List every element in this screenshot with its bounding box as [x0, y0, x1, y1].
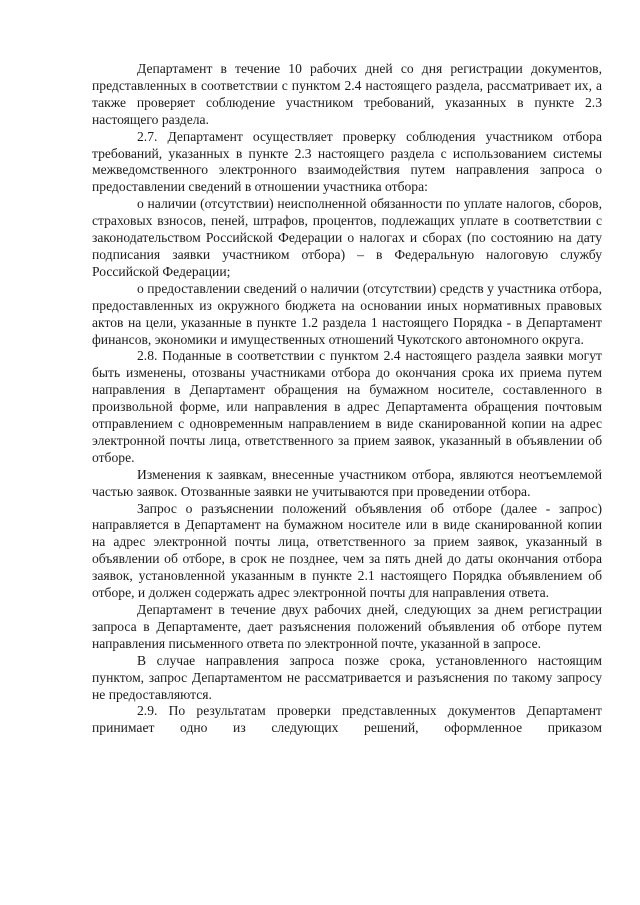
paragraph-2-8: 2.8. Поданные в соответствии с пунктом 2.4 настоящего раздела заявки могут быть изменены, отозваны участниками отбора до окончания срока их приема путем направления в Департамент обращения на бумажном носителе, составленного в произвольной форме, или направления в адрес Департамента обращения почтовым отправлением с одновременным направлением в виде сканированной копии на адрес электронной почты лица, ответственного за прием заявок, указанный в объявлении об отборе.: [92, 348, 602, 465]
paragraph-application-changes: Изменения к заявкам, внесенные участником отбора, являются неотъемлемой частью заявок. Отозванные заявки не учитываются при проведении отбора.: [92, 466, 602, 499]
paragraph-2-7: 2.7. Департамент осуществляет проверку соблюдения участником отбора требований, указанных в пункте 2.3 настоящего раздела с использованием системы межведомственного электронного взаимодействия путем направления запроса о предоставлении сведений в отношении участника отбора:: [92, 128, 602, 195]
document-page: [92, 61, 602, 737]
paragraph-budget-funds-check: о предоставлении сведений о наличии (отсутствии) средств у участника отбора, предоставленных из окружного бюджета на основании иных нормативных правовых актов на цели, указанные в пункте 1.2 раздела 1 настоящего Порядка - в Департамент финансов, экономики и имущественных отношений Чукотского автономного округа.: [92, 280, 602, 347]
paragraph-document-review: Департамент в течение 10 рабочих дней со дня регистрации документов, представленных в соответствии с пунктом 2.4 настоящего раздела, рассматривает их, а также проверяет соблюдение участником требований, указанных в пункте 2.3 настоящего раздела.: [92, 61, 602, 127]
paragraph-late-request: В случае направления запроса позже срока, установленного настоящим пунктом, запрос Департаментом не рассматривается и разъяснения по такому запросу не предоставляются.: [92, 652, 602, 702]
paragraph-tax-debt-check: о наличии (отсутствии) неисполненной обязанности по уплате налогов, сборов, страховых взносов, пеней, штрафов, процентов, подлежащих уплате в соответствии с законодательством Российской Федерации о налогах и сборах (по состоянию на дату подписания заявки участником отбора) – в Федеральную налоговую службу Российской Федерации;: [92, 196, 602, 279]
paragraph-clarification-request: Запрос о разъяснении положений объявления об отборе (далее - запрос) направляется в Департамент на бумажном носителе или в виде сканированной копии на адрес электронной почты лица, ответственного за прием заявок, указанный в объявлении об отборе, в срок не позднее, чем за пять дней до даты окончания отбора заявок, установленной указанным в пункте 2.1 настоящего Порядка объявлением об отборе, и должен содержать адрес электронной почты для направления ответа.: [92, 500, 602, 601]
paragraph-clarification-response: Департамент в течение двух рабочих дней, следующих за днем регистрации запроса в Департаменте, дает разъяснения положений объявления об отборе путем направления письменного ответа по электронной почте, указанной в запросе.: [92, 602, 602, 651]
paragraph-2-9: 2.9. По результатам проверки представленных документов Департамент принимает одно из следующих решений, оформленное приказом: [92, 703, 602, 736]
